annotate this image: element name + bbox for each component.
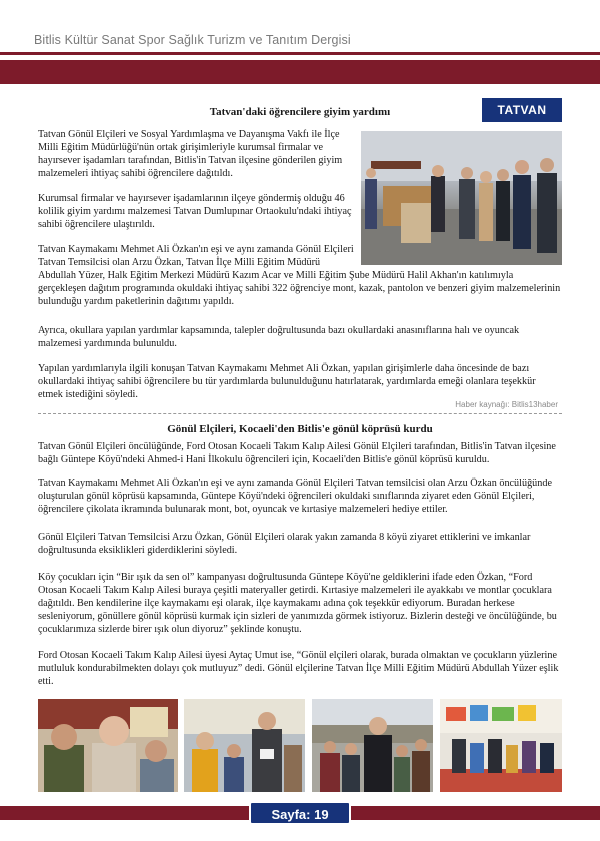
- article-2-paragraph: Gönül Elçileri Tatvan Temsilcisi Arzu Özkan, Gönül Elçileri olarak yakın zamanda 8 köyü ziyaret ettiklerini ve imkanlar doğrultusunda eksiklikleri giderdiklerini söyledi.: [38, 532, 531, 556]
- article-1-paragraph: Yapılan yardımlarıyla ilgili konuşan Tatvan Kaymakamı Mehmet Ali Özkan, yapılan girişimlerle daha öncesinde de bazı okullardaki ihtiyaç sahibi öğrencilere bu tür yardımlarda bulunulduğunu hatırlatarak, yardımlarda emeği olanlara teşekkür etmek istediğini söyledi.: [38, 363, 536, 400]
- article-1-paragraph: Ayrıca, okullara yapılan yardımlar kapsamında, talepler doğrultusunda bazı okullardaki anasınıflarına halı ve oyuncak malzemesi yardımında bulunuldu.: [38, 325, 520, 349]
- section-badge: TATVAN: [482, 98, 562, 122]
- article-2-paragraph: Köy çocukları için “Bir ışık da sen ol” kampanyası doğrultusunda Güntepe Köyü'ne geldiklerini ifade eden Özkan, “Ford Otosan Kocaeli Takım Kalıp Ailesi buraya çeşitli materyaller getirdi. Kırtasiye malzemeleri ile ayakkabı ve montlar çocuklara dağıtıldı. Ben kendilerine ilçe kaymakamı eşi olarak, ilçe kaymakamı adına çok teşekkür ediyorum. Buradan herkese sesleniyorum, gönüllere gönül köprüsü kurmak için sizleri de yanımızda görmek istiyoruz. Bizlerin desteği ve öncülüğünde, bu çocuklarımıza sizlerde birer ışık olun diyoruz” şeklinde konuştu.: [38, 572, 557, 635]
- photo-classroom-group: [440, 699, 562, 792]
- article-divider: [38, 413, 562, 414]
- header-band: [0, 60, 600, 84]
- photo-outdoor-group: [312, 699, 433, 792]
- page-number-badge: [249, 801, 351, 825]
- page-number: 19: [314, 807, 329, 822]
- article-2-title: Gönül Elçileri, Kocaeli'den Bitlis'e gönül köprüsü kurdu: [167, 423, 433, 435]
- article-1-photo-image: [361, 131, 562, 265]
- header-rule: [0, 52, 600, 55]
- article-2-paragraph: Tatvan Kaymakamı Mehmet Ali Özkan'ın eşi ve aynı zamanda Gönül Elçileri Tatvan temsilcisi olan Arzu Özkan öncülüğünde oluşturulan gönül köprüsü kapsamında, Güntepe Köyü'ndeki öğrencileri okuldaki sınıflarında ziyaret eden Gönül Elçileri, öğrencilere çikolata ikramında bulunarak mont, bot, oyuncak ve kırtasiye malzemeleri hediye ettiler.: [38, 478, 552, 515]
- page-label: Sayfa:: [271, 807, 311, 822]
- photo-classroom-visit: [184, 699, 305, 792]
- magazine-title: Bitlis Kültür Sanat Spor Sağlık Turizm ve Tanıtım Dergisi: [34, 33, 351, 47]
- article-1-title: Tatvan'daki öğrencilere giyim yardımı: [209, 106, 391, 118]
- article-1-paragraph-3-text: Tatvan Kaymakamı Mehmet Ali Özkan'ın eşi ve aynı zamanda Gönül Elçileri Tatvan Temsilcisi olan Arzu Özkan, Tatvan İlçe Milli Eğitim Müdürü Abdullah Yüzer, Halk Eğitim Merkezi Müdürü Kazım Acar ve Milli Eğitim Şube Müdürü Halil Akhan'ın katılımıyla gerçekleşen dağıtım programında okuldaki ihtiyaç sahibi 322 öğrenciye mont, kazak, pantolon ve benzeri giyim malzemelerinin bulunduğu yardım paketlerinin dağıtımı yapıldı.: [38, 244, 561, 307]
- article-2-paragraph: Ford Otosan Kocaeli Takım Kalıp Ailesi üyesi Aytaç Umut ise, “Gönül elçileri olarak, burada olmaktan ve çocukların yüzlerine mutluluk kondurabilmekten dolayı çok mutluyuz” dedi. Gönül elçilerine Tatvan İlçe Milli Eğitim Müdürü Abdullah Yüzer eşlik etti.: [38, 650, 559, 687]
- article-1-paragraph: Kurumsal firmalar ve hayırsever işadamlarının ilçeye göndermiş olduğu 46 kolilik giyim yardımı malzemesi Tatvan Dumlupınar Ortaokulu'ndaki ihtiyaç sahibi öğrencilere ulaştırıldı.: [38, 193, 352, 230]
- article-1-photo: [361, 131, 562, 265]
- article-2-paragraph: Tatvan Gönül Elçileri öncülüğünde, Ford Otosan Kocaeli Takım Kalıp Ailesi Gönül Elçileri tarafından, Bitlis'in Tatvan ilçesine bağlı Güntepe Köyü'ndeki Ahmed-i Hani İlkokulu öğrencileri için, Kocaeli'den Bitlis'e gönül köprüsü kuruldu.: [38, 441, 556, 465]
- article-1-paragraph: Tatvan Gönül Elçileri ve Sosyal Yardımlaşma ve Dayanışma Vakfı ile İlçe Milli Eğitim Müdürlüğü'nün ortak girişimleriyle kurumsal firmalar ve hayırsever işadamları tarafından, Bitlis'in Tatvan ilçesine gönderilen giyim malzemeleri ihtiyaç sahibi öğrencilere dağıtıldı.: [38, 129, 343, 179]
- photo-children-with-teacher: [38, 699, 178, 792]
- news-source: Haber kaynağı: Bitlis13haber: [455, 400, 558, 409]
